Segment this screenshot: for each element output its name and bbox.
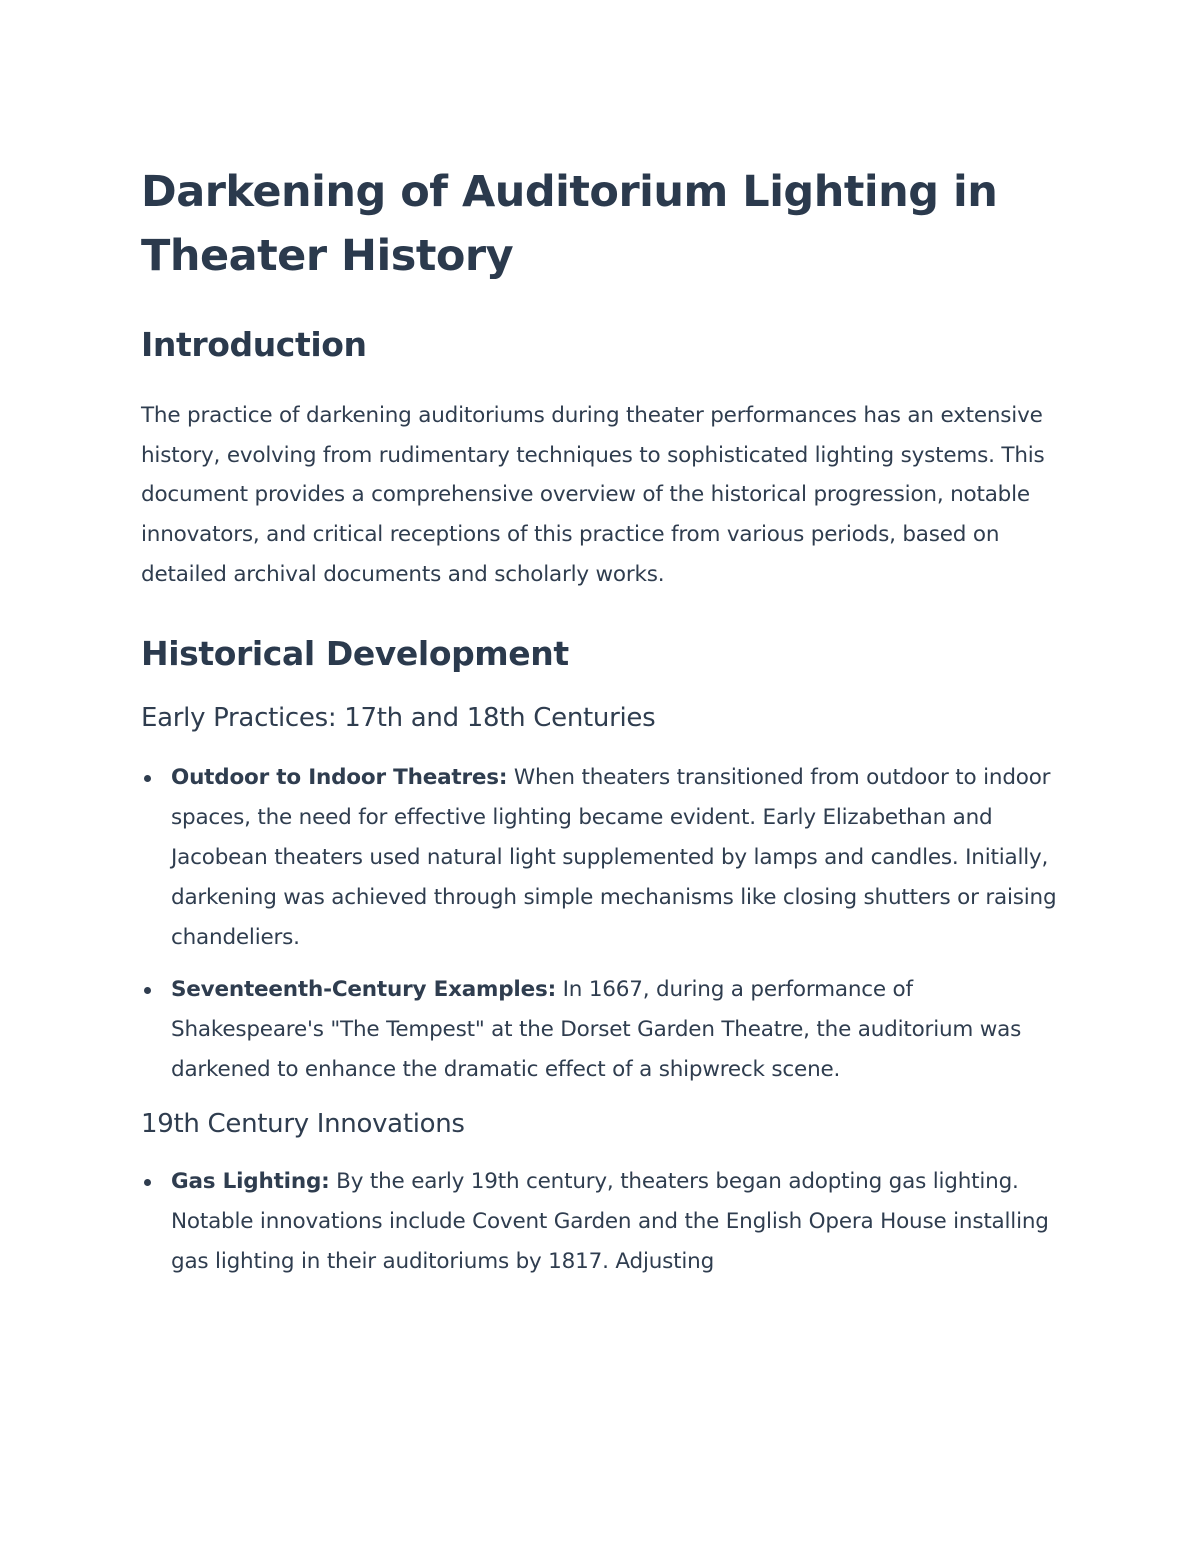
list-item bbox=[141, 970, 1061, 1090]
early-practices-list bbox=[141, 758, 1061, 1090]
list-item-term: Seventeenth-Century Examples: bbox=[171, 976, 556, 1002]
list-item-term: Outdoor to Indoor Theatres: bbox=[171, 764, 508, 790]
early-practices-heading: Early Practices: 17th and 18th Centuries bbox=[141, 702, 656, 733]
nineteenth-century-list bbox=[141, 1162, 1061, 1282]
bullet-icon bbox=[144, 1179, 151, 1186]
document-page bbox=[141, 160, 1061, 1282]
list-item-text: By the early 19th century, theaters began adopting gas lighting. Notable innovations include Covent Garden and the English Opera House installing gas lighting in their auditoriums by 1817. Adjusting bbox=[171, 1168, 1049, 1274]
list-item-text: In 1667, during a performance of Shakespeare's "The Tempest" at the Dorset Garden Theatre, the auditorium was darkened to enhance the dramatic effect of a shipwreck scene. bbox=[171, 976, 1022, 1082]
list-item-text: When theaters transitioned from outdoor to indoor spaces, the need for effective lighting became evident. Early Elizabethan and Jacobean theaters used natural light supplemented by lamps and candles. Initially, darkening was achieved through simple mechanisms like closing shutters or raising chandeliers. bbox=[171, 764, 1057, 950]
nineteenth-century-heading: 19th Century Innovations bbox=[141, 1108, 465, 1139]
list-item bbox=[141, 1162, 1061, 1282]
document-title: Darkening of Auditorium Lighting in Theater History bbox=[141, 167, 998, 281]
introduction-paragraph: The practice of darkening auditoriums during theater performances has an extensive history, evolving from rudimentary techniques to sophisticated lighting systems. This document provides a comprehensive overview of the historical progression, notable innovators, and critical receptions of this practice from various periods, based on detailed archival documents and scholarly works. bbox=[141, 403, 1045, 587]
historical-development-heading: Historical Development bbox=[141, 633, 569, 673]
list-item bbox=[141, 758, 1061, 958]
introduction-heading: Introduction bbox=[141, 325, 367, 364]
list-item-term: Gas Lighting: bbox=[171, 1168, 330, 1194]
bullet-icon bbox=[144, 987, 151, 994]
bullet-icon bbox=[144, 775, 151, 782]
